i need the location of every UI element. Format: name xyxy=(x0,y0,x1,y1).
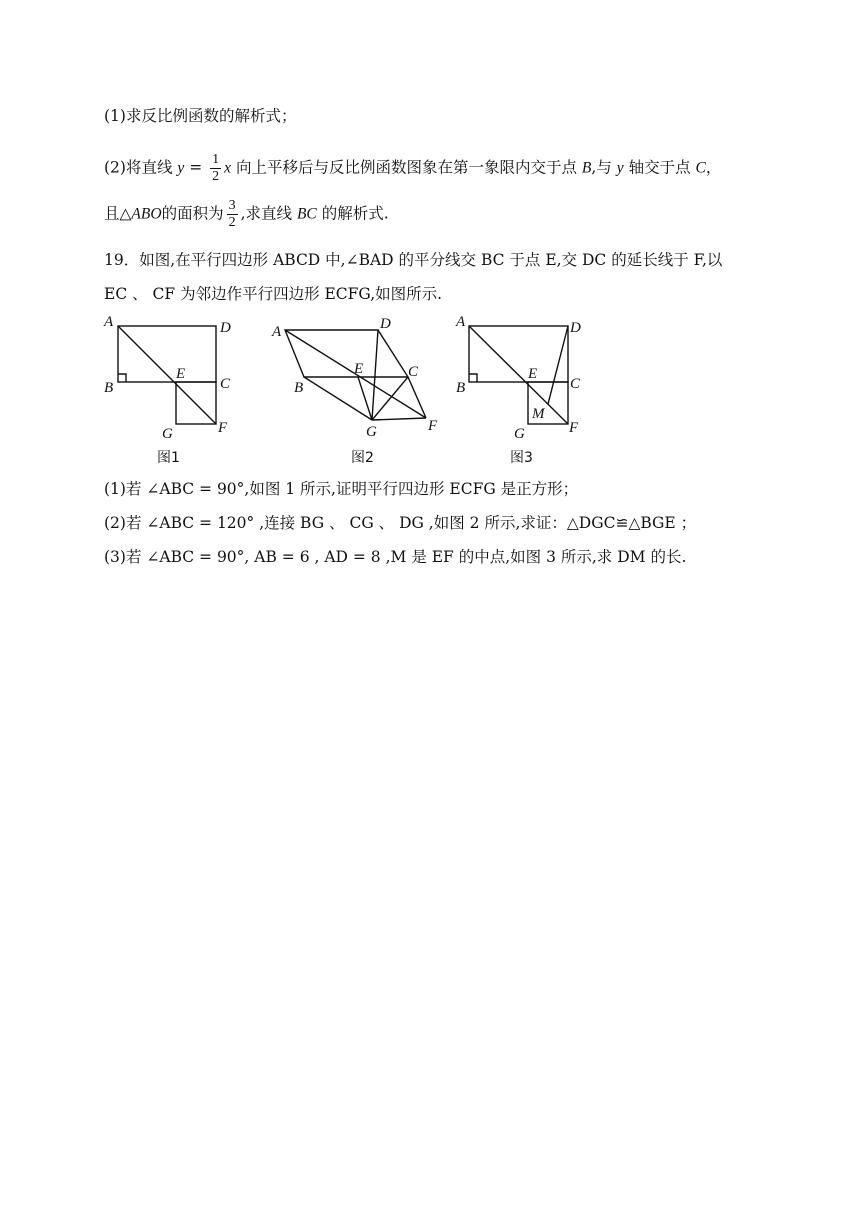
label-a: A xyxy=(456,314,466,330)
label-f: F xyxy=(569,420,579,436)
q19-stem-line1: 19．如图,在平行四边形 ABCD 中,∠BAD 的平分线交 BC 于点 E,交 DC 的延长线于 F,以 xyxy=(104,251,723,269)
label-b: B xyxy=(104,380,114,396)
figure-1-diagram xyxy=(98,312,248,440)
label-e: E xyxy=(528,366,538,382)
q19-sub1: (1)若 ∠ABC = 90°,如图 1 所示,证明平行四边形 ECFG 是正方形； xyxy=(104,480,579,498)
figure-1-caption: 图1 xyxy=(157,450,180,466)
label-f: F xyxy=(428,418,438,434)
label-g: G xyxy=(162,426,173,440)
label-b: B xyxy=(294,380,304,396)
label-g: G xyxy=(366,424,377,440)
q19-sub3: (3)若 ∠ABC = 90°, AB = 6 , AD = 8 ,M 是 EF 的中点,如图 3 所示,求 DM 的长. xyxy=(104,548,687,566)
label-d: D xyxy=(380,316,391,332)
q18-part3: 且△ABO的面积为 $\frac{3}{2}$ ,求直线 BC 的解析式. xyxy=(104,198,389,230)
figure-3-diagram xyxy=(450,312,600,440)
label-c: C xyxy=(220,376,231,392)
label-e: E xyxy=(176,366,186,382)
label-c: C xyxy=(408,364,419,380)
label-b: B xyxy=(456,380,466,396)
label-g: G xyxy=(514,426,525,440)
label-e: E xyxy=(354,361,364,377)
label-d: D xyxy=(220,320,231,336)
label-a: A xyxy=(104,314,114,330)
label-c: C xyxy=(570,376,581,392)
figure-2-caption: 图2 xyxy=(351,450,374,466)
label-d: D xyxy=(570,320,581,336)
label-a: A xyxy=(272,324,282,340)
q19-sub2: (2)若 ∠ABC = 120° ,连接 BG 、 CG 、 DG ,如图 2 所示,求证：△DGC≌△BGE ； xyxy=(104,514,697,532)
q18-part1: (1)求反比例函数的解析式； xyxy=(104,107,297,125)
label-f: F xyxy=(218,420,228,436)
q18-part2: (2)将直线 y = $\frac{1}{2}$ x 向上平移后与反比例函数图象在第一象限内交于点 B,与 y 轴交于点 C， xyxy=(104,152,722,184)
fraction-three-halves: $\frac{3}{2}$ xyxy=(228,198,236,230)
fraction-one-half: $\frac{1}{2}$ xyxy=(212,152,220,184)
figure-2-diagram xyxy=(268,312,448,440)
label-m: M xyxy=(532,406,545,422)
figure-3-caption: 图3 xyxy=(510,450,533,466)
q19-stem-line2: EC 、 CF 为邻边作平行四边形 ECFG,如图所示. xyxy=(104,285,443,303)
